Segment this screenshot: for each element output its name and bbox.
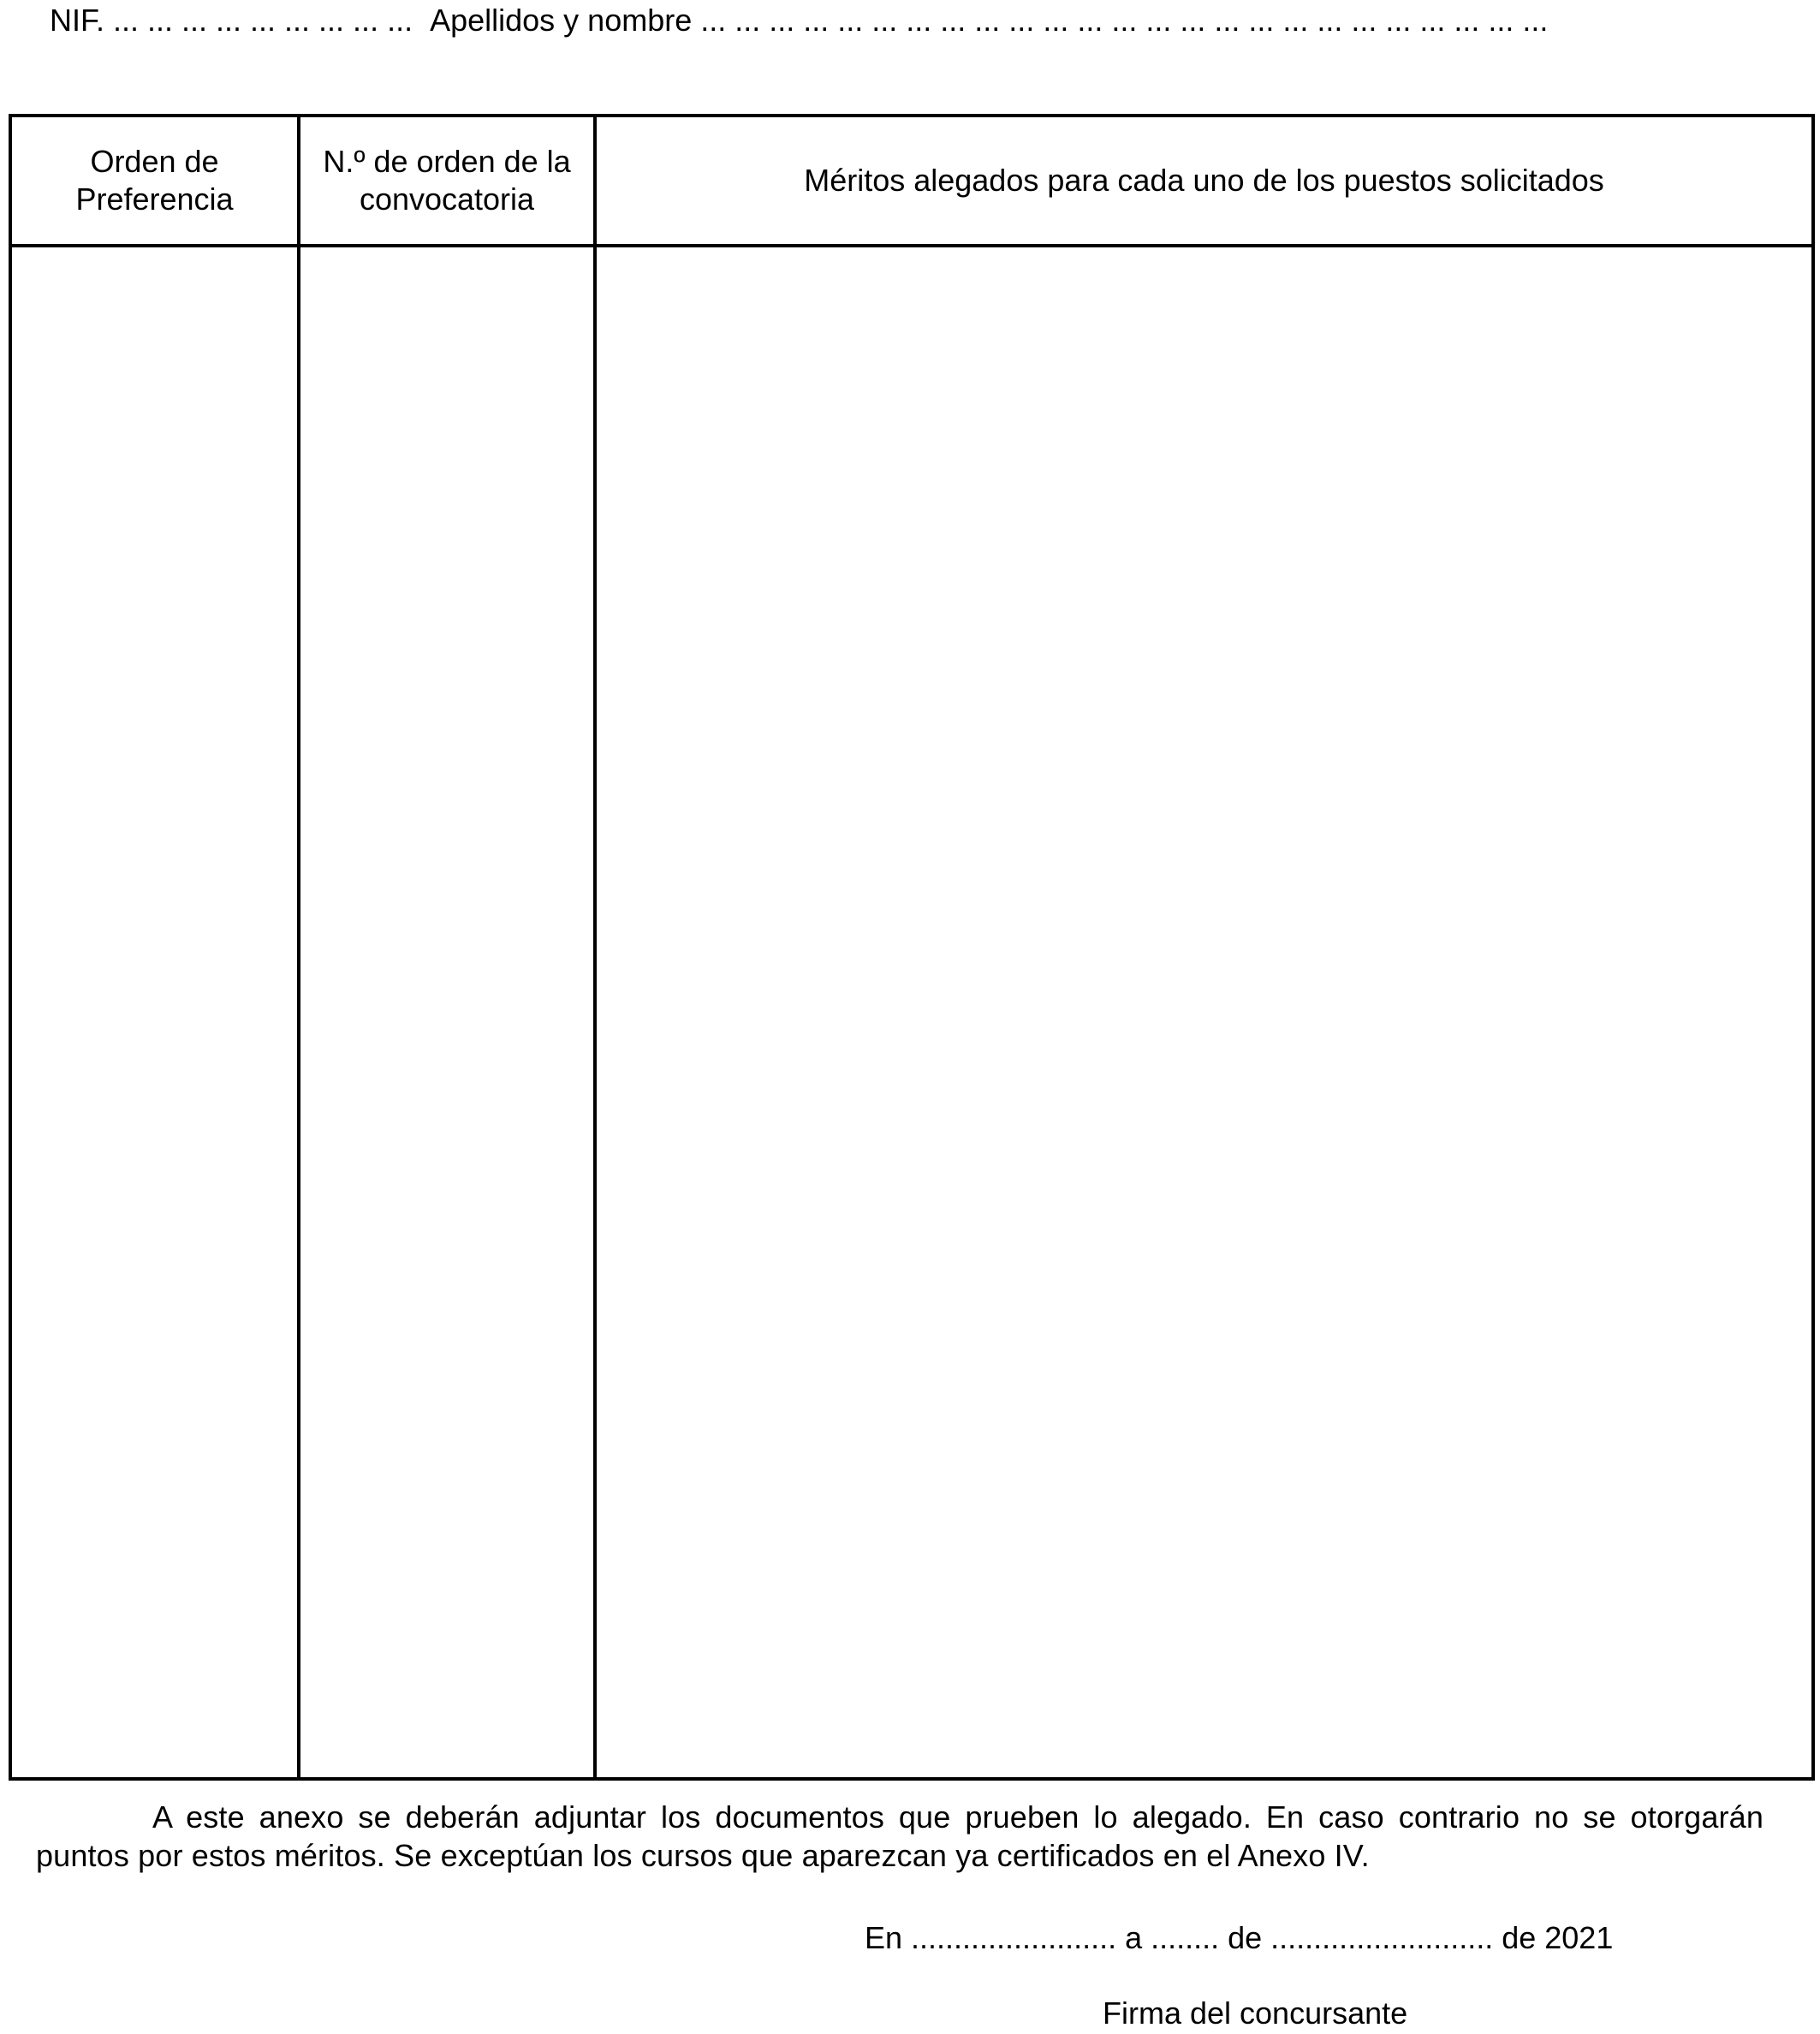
header-line: [50, 0, 1548, 41]
preference-order-cell[interactable]: [12, 247, 297, 1777]
merits-cell[interactable]: [597, 247, 1811, 1777]
call-order-number-cell[interactable]: [300, 247, 593, 1777]
annex-note: A este anexo se deberán adjuntar los documentos que prueben lo alegado. En caso contrario no se otorgarán puntos por estos méritos. Se exceptúan los cursos que aparezcan ya certificados en el Anexo IV.: [36, 1799, 1763, 1873]
signature-label: Firma del concursante: [1103, 1995, 1408, 2031]
column-header-line: Méritos alegados para cada uno de los puestos solicitados: [804, 163, 1604, 198]
column-header-line: Preferencia: [75, 181, 234, 217]
merits-table: [9, 114, 1815, 1781]
place-date-line[interactable]: En ........................ a ........ de .......................... de 2021: [865, 1920, 1614, 1955]
column-header-merits: [597, 117, 1811, 244]
name-field-label[interactable]: Apellidos y nombre ... ... ... ... ... ... ... ... ... ... ... ... ... ... ... ... ... ... ... ... ... ... ... ... ...: [430, 3, 1549, 38]
column-header-line: convocatoria: [359, 181, 535, 217]
column-header-line: Orden de: [90, 144, 219, 179]
column-header-call-order-number: [300, 117, 593, 244]
column-header-preference-order: [12, 117, 297, 244]
column-header-line: N.º de orden de la: [323, 144, 571, 179]
nif-field-label[interactable]: NIF. ... ... ... ... ... ... ... ... ...: [50, 3, 413, 38]
